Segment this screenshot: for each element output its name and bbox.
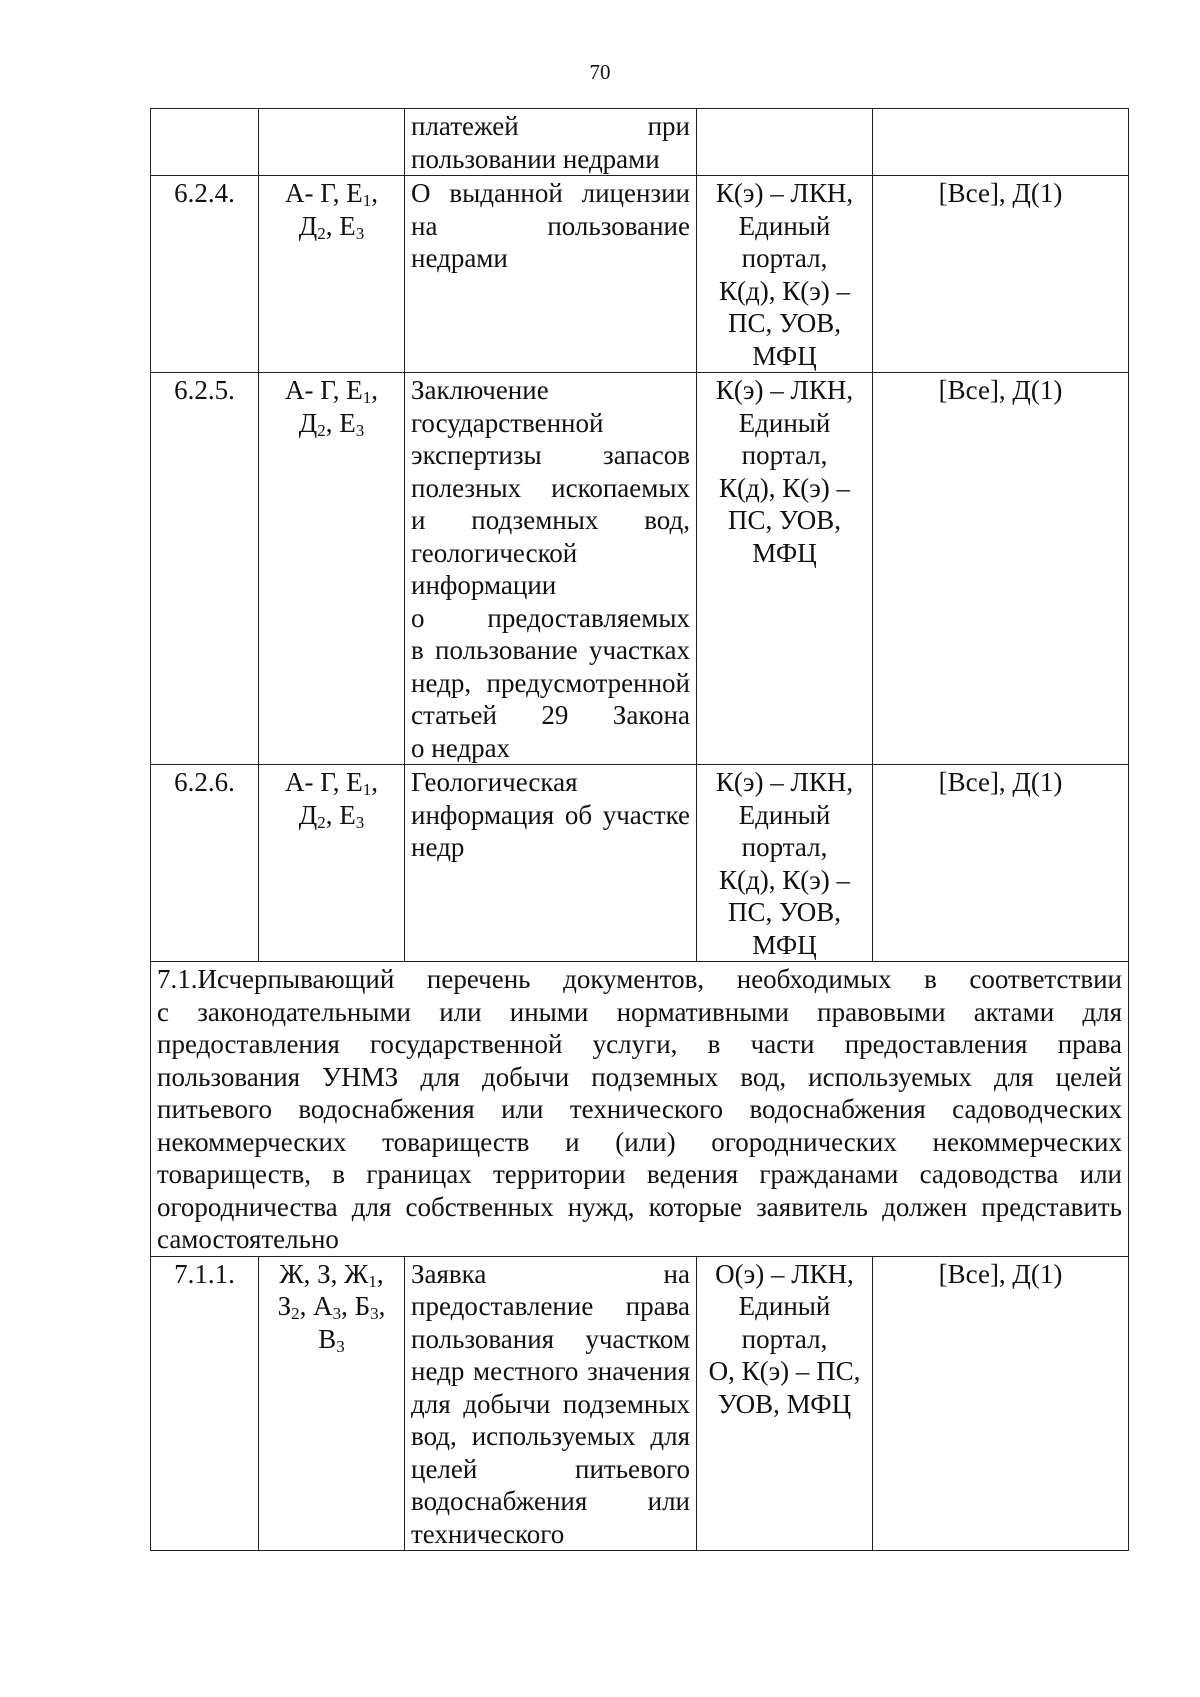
applicant-code-line: $З_2$, $А_3$, $Б_3$,	[277, 1291, 386, 1323]
document-name-line: целей питьевого	[411, 1453, 690, 1484]
delivery-channel-line: К(д), К(э) –	[718, 472, 851, 503]
row-number: 7.1.1.	[151, 1256, 259, 1551]
document-name-line: технического	[411, 1518, 565, 1549]
document-name-line: в пользование участках	[411, 635, 690, 665]
document-name-line: геологической	[411, 537, 578, 568]
access-level: [Все], Д(1)	[873, 373, 1129, 765]
document-name-line: о недрах	[411, 732, 511, 763]
delivery-channel-line: К(д), К(э) –	[718, 275, 851, 306]
document-name-line: полезных ископаемых	[411, 472, 690, 503]
document-name-line: вод, используемых для	[411, 1421, 690, 1451]
delivery-channel-line: Единый	[738, 799, 831, 830]
delivery-channel	[697, 109, 873, 176]
applicant-code-line: $Д_2$, $Е_3$	[298, 799, 365, 832]
document-name	[405, 373, 697, 765]
document-name-line: Заключение	[411, 375, 549, 405]
document-name-line: информация об участке	[411, 799, 690, 830]
document-name	[405, 765, 697, 962]
delivery-channel-line: Единый	[738, 407, 831, 438]
section-heading-line: некоммерческих товариществ и (или) огороднических некоммерческих	[157, 1126, 1122, 1157]
document-name-line: Геологическая	[411, 767, 578, 797]
row-number: 6.2.5.	[151, 373, 259, 765]
section-heading-line: предоставления государственной услуги, в части предоставления права	[157, 1029, 1122, 1059]
delivery-channel-line: МФЦ	[752, 929, 817, 960]
applicant-codes	[259, 1256, 405, 1551]
table-row	[151, 176, 1129, 373]
applicant-code-line: Ж, З, $Ж_1$,	[279, 1258, 384, 1291]
row-number: 6.2.6.	[151, 765, 259, 962]
document-name-line: водоснабжения или	[411, 1486, 690, 1516]
applicant-code-line: $Д_2$, $Е_3$	[298, 210, 365, 243]
table-row	[151, 765, 1129, 962]
document-name-line: на пользование недрами	[411, 210, 690, 273]
access-level: [Все], Д(1)	[873, 765, 1129, 962]
documents-table	[150, 108, 1129, 1551]
document-name-line: и подземных вод,	[411, 505, 690, 535]
access-level: [Все], Д(1)	[873, 1256, 1129, 1551]
document-name	[405, 1256, 697, 1551]
delivery-channel	[697, 765, 873, 962]
applicant-code-line: $В_3$	[318, 1323, 345, 1356]
document-name-line: Заявка на	[411, 1258, 690, 1289]
document-name-line: экспертизы запасов	[411, 440, 690, 470]
section-heading-line: огородничества для собственных нужд, которые заявитель должен представить	[157, 1191, 1122, 1222]
applicant-code-line: $Д_2$, $Е_3$	[298, 407, 365, 440]
delivery-channel-line: МФЦ	[752, 340, 817, 371]
document-name-line: платежей при	[411, 111, 690, 141]
document-name-line: о предоставляемых	[411, 602, 690, 633]
table-row	[151, 373, 1129, 765]
access-level: [Все], Д(1)	[873, 176, 1129, 373]
delivery-channel-line: портал,	[741, 243, 828, 273]
delivery-channel-line: К(д), К(э) –	[718, 864, 851, 895]
delivery-channel-line: Единый	[738, 1291, 831, 1321]
document-name-line: О выданной лицензии	[411, 178, 690, 208]
applicant-codes	[259, 109, 405, 176]
document-name-line: пользования участком	[411, 1323, 690, 1354]
section-heading-line: самостоятельно	[157, 1224, 339, 1254]
delivery-channel-line: МФЦ	[752, 537, 817, 568]
delivery-channel-line: портал,	[741, 1323, 828, 1354]
section-row	[151, 962, 1129, 1257]
document-name	[405, 109, 697, 176]
document-name-line: информации	[411, 570, 557, 600]
applicant-codes	[259, 373, 405, 765]
delivery-channel-line: О(э) – ЛКН,	[715, 1258, 854, 1289]
document-name-line: недр	[411, 832, 465, 862]
delivery-channel	[697, 176, 873, 373]
delivery-channel-line: К(э) – ЛКН,	[715, 375, 854, 405]
applicant-codes	[259, 176, 405, 373]
table-row	[151, 109, 1129, 176]
document-name-line: государственной	[411, 407, 604, 438]
page-number: 70	[589, 60, 611, 84]
document-name-line: недр, предусмотренной	[411, 667, 690, 698]
section-heading	[151, 962, 1129, 1257]
applicant-code-line: А- Г, $Е_1$,	[284, 375, 379, 407]
delivery-channel-line: К(э) – ЛКН,	[715, 178, 854, 208]
delivery-channel-line: О, К(э) – ПС,	[708, 1356, 861, 1386]
delivery-channel	[697, 1256, 873, 1551]
section-heading-line: с законодательными или иными нормативными правовыми актами для	[157, 996, 1122, 1027]
document-name	[405, 176, 697, 373]
access-level	[873, 109, 1129, 176]
section-heading-line: питьевого водоснабжения или технического водоснабжения садоводческих	[157, 1094, 1122, 1124]
row-number	[151, 109, 259, 176]
delivery-channel-line: портал,	[741, 832, 828, 862]
applicant-code-line: А- Г, $Е_1$,	[284, 767, 379, 799]
section-heading-line: пользования УНМЗ для добычи подземных вод, используемых для целей	[157, 1061, 1122, 1092]
document-name-line: для добычи подземных	[411, 1388, 690, 1419]
document-name-line: пользовании недрами	[411, 143, 660, 174]
delivery-channel-line: портал,	[741, 440, 828, 470]
delivery-channel-line: К(э) – ЛКН,	[715, 767, 854, 797]
section-heading-line: товариществ, в границах территории ведения гражданами садоводства или	[157, 1159, 1122, 1189]
delivery-channel-line: ПС, УОВ,	[727, 308, 842, 338]
document-name-line: статьей 29 Закона	[411, 700, 690, 730]
delivery-channel	[697, 373, 873, 765]
applicant-code-line: А- Г, $Е_1$,	[284, 178, 379, 210]
document-name-line: недр местного значения	[411, 1356, 690, 1386]
section-heading-line: 7.1.Исчерпывающий перечень документов, необходимых в соответствии	[157, 964, 1122, 994]
delivery-channel-line: ПС, УОВ,	[727, 505, 842, 535]
delivery-channel-line: УОВ, МФЦ	[717, 1388, 852, 1419]
table-row	[151, 1256, 1129, 1551]
document-name-line: предоставление права	[411, 1291, 690, 1321]
delivery-channel-line: ПС, УОВ,	[727, 897, 842, 927]
delivery-channel-line: Единый	[738, 210, 831, 241]
applicant-codes	[259, 765, 405, 962]
row-number: 6.2.4.	[151, 176, 259, 373]
